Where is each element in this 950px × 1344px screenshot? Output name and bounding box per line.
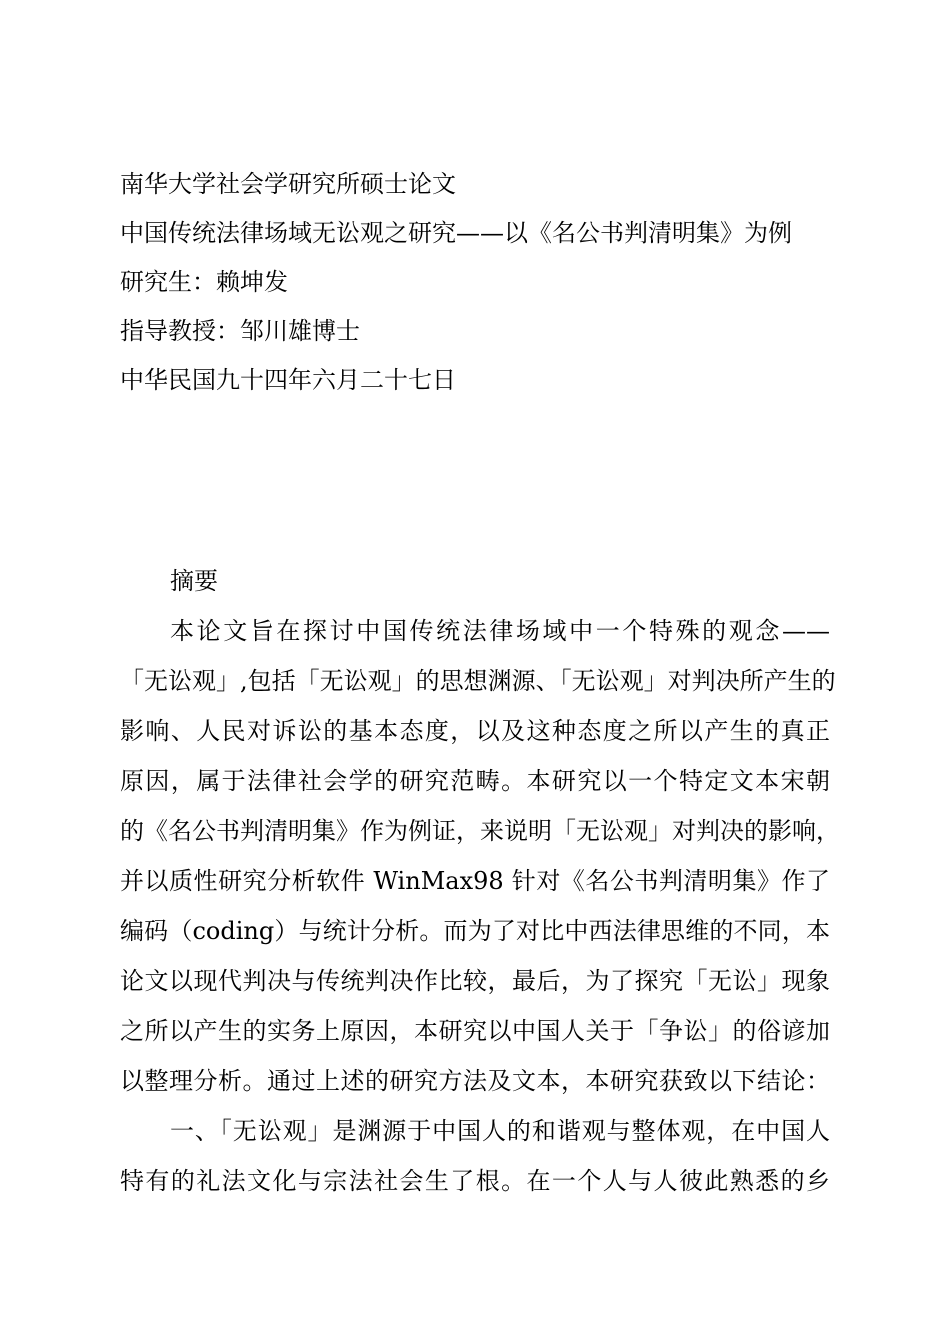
thesis-title: 中国传统法律场域无讼观之研究——以《名公书判清明集》为例 bbox=[120, 219, 792, 247]
abstract-section bbox=[120, 556, 840, 1206]
text-line: 以整理分析。通过上述的研究方法及文本，本研究获致以下结论： bbox=[120, 1067, 830, 1095]
text-line: 一、「无讼观」是渊源于中国人的和谐观与整体观，在中国人 bbox=[170, 1117, 830, 1145]
abstract-paragraph-2 bbox=[120, 1106, 830, 1206]
text-line: 特有的礼法文化与宗法社会生了根。在一个人与人彼此熟悉的乡 bbox=[120, 1167, 830, 1195]
abstract-paragraph-1 bbox=[120, 606, 840, 1106]
text-line: 编码（coding）与统计分析。而为了对比中西法律思维的不同，本 bbox=[120, 917, 830, 945]
text-line: 之所以产生的实务上原因，本研究以中国人关于「争讼」的俗谚加 bbox=[120, 1017, 830, 1045]
text-line: 的《名公书判清明集》作为例证，来说明「无讼观」对判决的影响， bbox=[120, 817, 840, 845]
text-line: 原因，属于法律社会学的研究范畴。本研究以一个特定文本宋朝 bbox=[120, 767, 830, 795]
text-line: 并以质性研究分析软件 WinMax98 针对《名公书判清明集》作了 bbox=[120, 867, 830, 895]
abstract-heading: 摘要 bbox=[170, 567, 218, 595]
text-line: 「无讼观」,包括「无讼观」的思想渊源、「无讼观」对判决所产生的 bbox=[120, 667, 836, 695]
text-line: 论文以现代判决与传统判决作比较，最后，为了探究「无讼」现象 bbox=[120, 967, 830, 995]
date-line: 中华民国九十四年六月二十七日 bbox=[120, 366, 456, 394]
text-line: 影响、人民对诉讼的基本态度，以及这种态度之所以产生的真正 bbox=[120, 717, 830, 745]
text-line: 本论文旨在探讨中国传统法律场域中一个特殊的观念—— bbox=[170, 617, 830, 645]
institution-line: 南华大学社会学研究所硕士论文 bbox=[120, 170, 456, 198]
advisor-line: 指导教授：邹川雄博士 bbox=[120, 317, 360, 345]
title-block bbox=[120, 160, 840, 405]
student-line: 研究生：赖坤发 bbox=[120, 268, 288, 296]
